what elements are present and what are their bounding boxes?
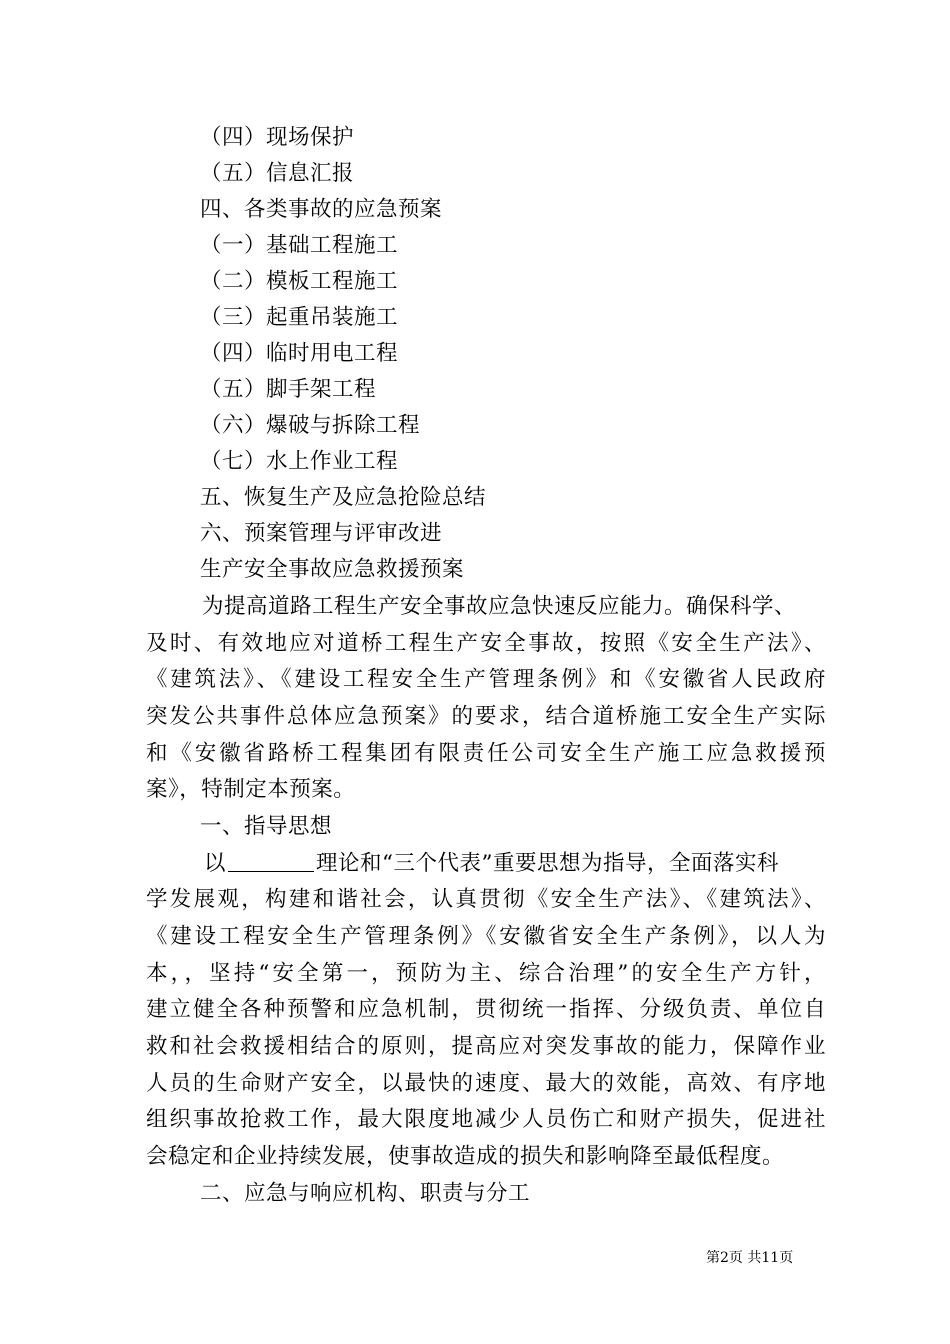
outline-item: （三）起重吊装施工 (200, 305, 399, 330)
outline-item: （二）模板工程施工 (200, 269, 399, 294)
section1-line: 学发展观，构建和谐社会，认真贯彻《安全生产法》、《建筑法》、 (146, 887, 826, 912)
outline-item: （七）水上作业工程 (200, 449, 399, 474)
outline-heading: 六、预案管理与评审改进 (200, 521, 443, 546)
section1-line: 人员的生命财产安全，以最快的速度、最大的效能，高效、有序地 (146, 1071, 826, 1096)
section1-first-line (204, 850, 779, 878)
section1-line: 组织事故抢救工作，最大限度地减少人员伤亡和财产损失，促进社 (146, 1107, 826, 1132)
footer-post: 页 (779, 1250, 794, 1266)
fill-blank (228, 851, 314, 872)
outline-item: （四）临时用电工程 (200, 341, 399, 366)
section1-line: 《建设工程安全生产管理条例》《安徽省安全生产条例》，以人为 (146, 924, 826, 949)
intro-line: 案》，特制定本预案。 (146, 777, 356, 802)
footer-page-number: 2 (720, 1250, 729, 1266)
section1-line: 建立健全各种预警和应急机制，贯彻统一指挥、分级负责、单位自 (146, 997, 826, 1022)
section-heading: 一、指导思想 (200, 814, 333, 839)
footer-total-pages: 11 (761, 1250, 780, 1266)
section1-first-pre: 以 (204, 851, 227, 876)
document-title: 生产安全事故应急救援预案 (200, 557, 465, 582)
section1-line: 会稳定和企业持续发展，使事故造成的损失和影响降至最低程度。 (146, 1144, 785, 1169)
outline-item: （一）基础工程施工 (200, 233, 399, 258)
outline-heading: 四、各类事故的应急预案 (200, 197, 443, 222)
intro-line: 《建筑法》、《建设工程安全生产管理条例》和《安徽省人民政府 (146, 667, 826, 692)
outline-item: （四）现场保护 (200, 125, 355, 150)
intro-line: 突发公共事件总体应急预案》的要求，结合道桥施工安全生产实际 (146, 704, 826, 729)
footer-pre: 第 (706, 1250, 720, 1266)
outline-item: （五）脚手架工程 (200, 377, 377, 402)
outline-item: （六）爆破与拆除工程 (200, 413, 421, 438)
intro-line: 和《安徽省路桥工程集团有限责任公司安全生产施工应急救援预 (146, 741, 826, 766)
section1-first-post: 理论和“三个代表”重要思想为指导，全面落实科 (316, 851, 780, 876)
footer-mid: 页 共 (728, 1250, 762, 1266)
section1-line: 本，，坚持“安全第一，预防为主、综合治理”的安全生产方针， (146, 961, 826, 986)
section1-line: 救和社会救援相结合的原则，提高应对突发事故的能力，保障作业 (146, 1034, 826, 1059)
outline-heading: 五、恢复生产及应急抢险总结 (200, 485, 487, 510)
intro-line: 为提高道路工程生产安全事故应急快速反应能力。确保科学、 (202, 594, 797, 619)
page-footer (706, 1249, 793, 1267)
section-heading: 二、应急与响应机构、职责与分工 (200, 1181, 531, 1206)
intro-line: 及时、有效地应对道桥工程生产安全事故，按照《安全生产法》、 (146, 631, 826, 656)
outline-item: （五）信息汇报 (200, 161, 355, 186)
